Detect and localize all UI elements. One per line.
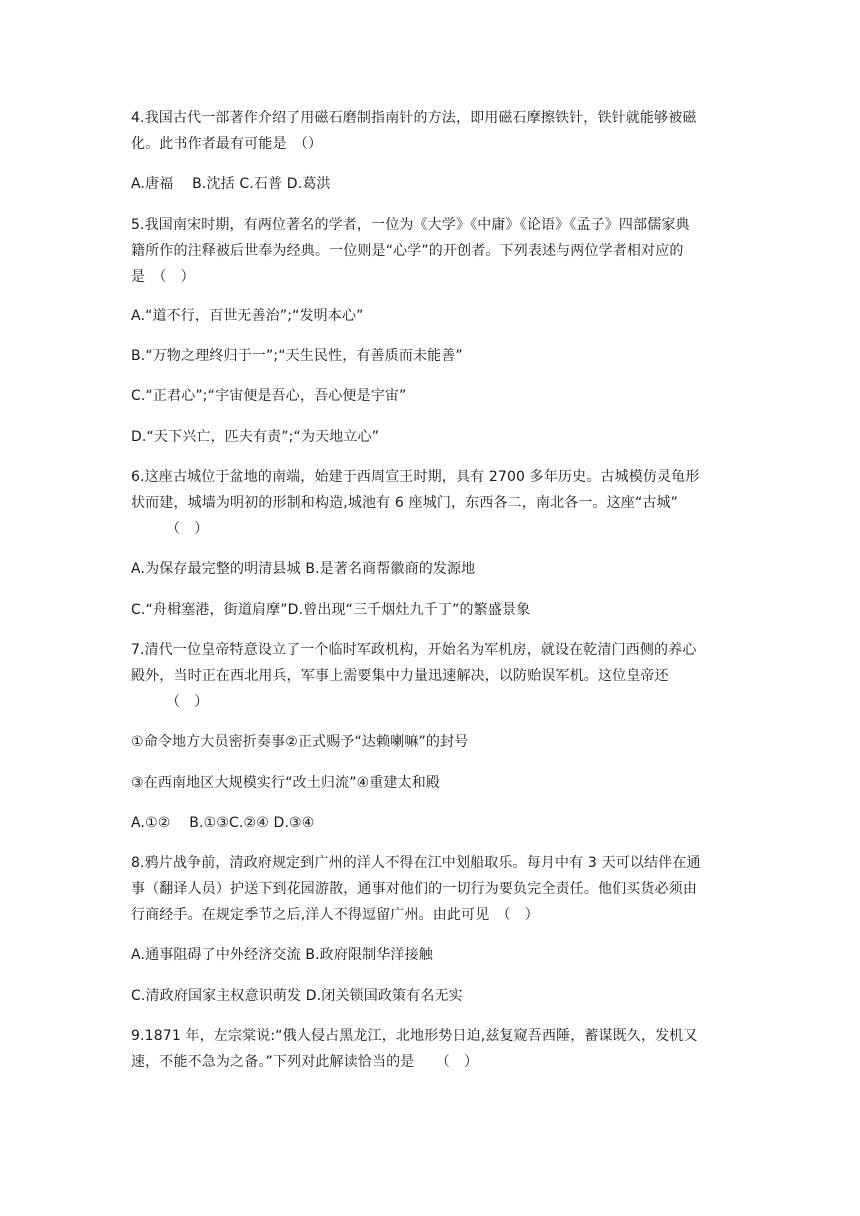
question-8-options-line-2: C.清政府国家主权意识萌发 D.闭关锁国政策有名无实 bbox=[131, 988, 463, 1004]
question-8-options-line-1: A.通事阻碍了中外经济交流 B.政府限制华洋接触 bbox=[131, 947, 433, 963]
question-5-option-d: D.“天下兴亡，匹夫有责”;“为天地立心” bbox=[131, 429, 380, 445]
question-5-stem-line-2: 籍所作的注释被后世奉为经典。一位则是“心学”的开创者。下列表述与两位学者相对应的 bbox=[131, 243, 684, 259]
question-4-stem-line-2: 化。此书作者最有可能是 （） bbox=[131, 136, 323, 152]
question-5-option-b: B.“万物之理终归于一”;“天生民性，有善质而未能善” bbox=[131, 348, 463, 364]
question-6-options-line-2: C.“舟楫塞港，街道肩摩”D.曾出现“三千烟灶九千丁”的繁盛景象 bbox=[131, 602, 531, 618]
question-4-options: A.唐福 B.沈括 C.石普 D.葛洪 bbox=[131, 176, 331, 192]
question-5-stem-line-3: 是 （ ） bbox=[131, 269, 195, 285]
question-8-stem-line-1: 8.鸦片战争前，清政府规定到广州的洋人不得在江中划船取乐。每月中有 3 天可以结伴在通 bbox=[131, 855, 701, 871]
question-5-stem-line-1: 5.我国南宋时期，有两位著名的学者，一位为《大学》《中庸》《论语》《孟子》四部儒家典 bbox=[131, 217, 690, 233]
question-7-stem-line-2: 殿外，当时正在西北用兵，军事上需要集中力量迅速解决，以防贻误军机。这位皇帝还 bbox=[131, 668, 669, 684]
question-9-stem-line-2: 速，不能不急为之备。”下列对此解读恰当的是 （ ） bbox=[131, 1054, 479, 1070]
question-8-stem-line-3: 行商经手。在规定季节之后,洋人不得逗留广州。由此可见 （ ） bbox=[131, 907, 539, 923]
question-5-option-a: A.“道不行，百世无善治”;“发明本心” bbox=[131, 308, 364, 324]
question-4-stem-line-1: 4.我国古代一部著作介绍了用磁石磨制指南针的方法，即用磁石摩擦铁针，铁针就能够被磁 bbox=[131, 110, 697, 126]
question-7-items-line-2: ③在西南地区大规模实行“改土归流”④重建太和殿 bbox=[131, 775, 441, 791]
question-9-stem-line-1: 9.1871 年，左宗棠说:“俄人侵占黑龙江，北地形势日迫,兹复窥吾西陲，蓄谋既久，发机又 bbox=[131, 1028, 698, 1044]
question-8-stem-line-2: 事（翻译人员）护送下到花园游散，通事对他们的一切行为要负完全责任。他们买货必须由 bbox=[131, 881, 697, 897]
question-6-options-line-1: A.为保存最完整的明清县城 B.是著名商帮徽商的发源地 bbox=[131, 561, 476, 577]
question-7-stem-line-3: （ ） bbox=[166, 694, 209, 710]
question-7-items-line-1: ①命令地方大员密折奏事②正式赐予“达赖喇嘛”的封号 bbox=[131, 734, 469, 750]
question-7-stem-line-1: 7.清代一位皇帝特意设立了一个临时军政机构，开始名为军机房，就设在乾清门西侧的养心 bbox=[131, 642, 697, 658]
question-6-stem-line-1: 6.这座古城位于盆地的南端，始建于西周宣王时期，具有 2700 多年历史。古城模仿灵龟形 bbox=[131, 469, 700, 485]
question-7-options: A.①② B.①③C.②④ D.③④ bbox=[131, 815, 315, 831]
question-5-option-c: C.“正君心”;“宇宙便是吾心，吾心便是宇宙” bbox=[131, 388, 407, 404]
question-6-stem-line-3: （ ） bbox=[166, 521, 209, 537]
question-6-stem-line-2: 状而建，城墙为明初的形制和构造,城池有 6 座城门，东西各二，南北各一。这座“古城” bbox=[131, 495, 679, 511]
